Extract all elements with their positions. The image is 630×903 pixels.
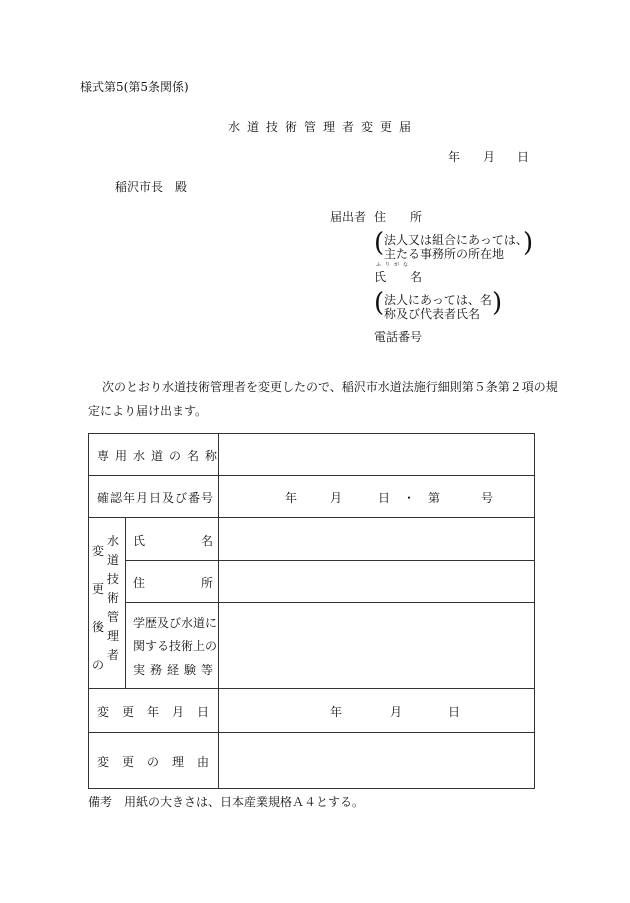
address-note-2: 主たる事務所の所在地 [384,247,505,261]
confirm-no: 第 [428,491,441,505]
date-day: 日 [517,150,530,164]
paren-right: ) [523,228,534,258]
addressee: 稲沢市長 殿 [115,180,188,194]
char: 者 [106,648,119,662]
document-title: 水道技術管理者変更届 [228,120,419,134]
form-number: 様式第5(第5条関係) [80,80,189,94]
address-note-1: 法人又は組合にあっては、 [384,233,528,247]
label-reason: 変更の理由 [97,755,223,769]
label-water-supply-name: 専用水道の名称 [97,449,224,463]
label-change-date: 変更年月日 [97,705,223,719]
note: 備考 用紙の大きさは、日本産業規格Ａ４とする。 [88,795,365,809]
label-name-b: 名 [201,534,214,548]
char: 技 [106,572,119,586]
address-label: 住 所 [374,210,423,224]
label-career-1: 学歴及び水道に [133,616,218,630]
change-year: 年 [330,705,343,719]
label-name-a: 氏 [133,534,146,548]
name-note-1: 法人にあっては、名 [384,293,492,307]
char: の [91,658,104,672]
name-label: 氏 名 [374,270,423,284]
body-text-2: 定により届け出ます。 [88,404,208,418]
body-text-1: 次のとおり水道技術管理者を変更したので、稲沢市水道法施行細則第５条第２項の規 [102,380,558,394]
paren-left: ( [374,228,385,258]
char: 水 [106,534,119,548]
char: 理 [106,629,119,643]
char: 更 [91,582,104,596]
label-address-a: 住 [133,576,146,590]
char: 管 [106,610,119,624]
group-outer [91,532,105,684]
paren-right: ) [492,288,503,318]
label-confirm-date-number: 確認年月日及び番号 [97,491,215,505]
char: 変 [91,544,104,558]
change-day: 日 [448,705,461,719]
paren-left: ( [374,288,385,318]
confirm-day: 日 [378,491,391,505]
applicant-label: 届出者 [330,210,367,224]
char: 後 [91,620,104,634]
confirm-dot: ・ [403,491,416,505]
char: 道 [106,553,119,567]
name-ruby: ふりがな [376,262,413,268]
change-month: 月 [390,705,403,719]
date-year: 年 [448,150,461,164]
char: 術 [106,591,119,605]
label-career-2: 関する技術上の [133,639,218,653]
date-month: 月 [483,150,496,164]
group-inner [106,532,120,665]
name-note-2: 称及び代表者氏名 [384,307,481,321]
confirm-go: 号 [481,491,494,505]
confirm-month: 月 [330,491,343,505]
label-career-3: 実務経験等 [133,663,219,677]
confirm-year: 年 [285,491,298,505]
phone-label: 電話番号 [374,330,423,344]
label-address-b: 所 [201,576,214,590]
